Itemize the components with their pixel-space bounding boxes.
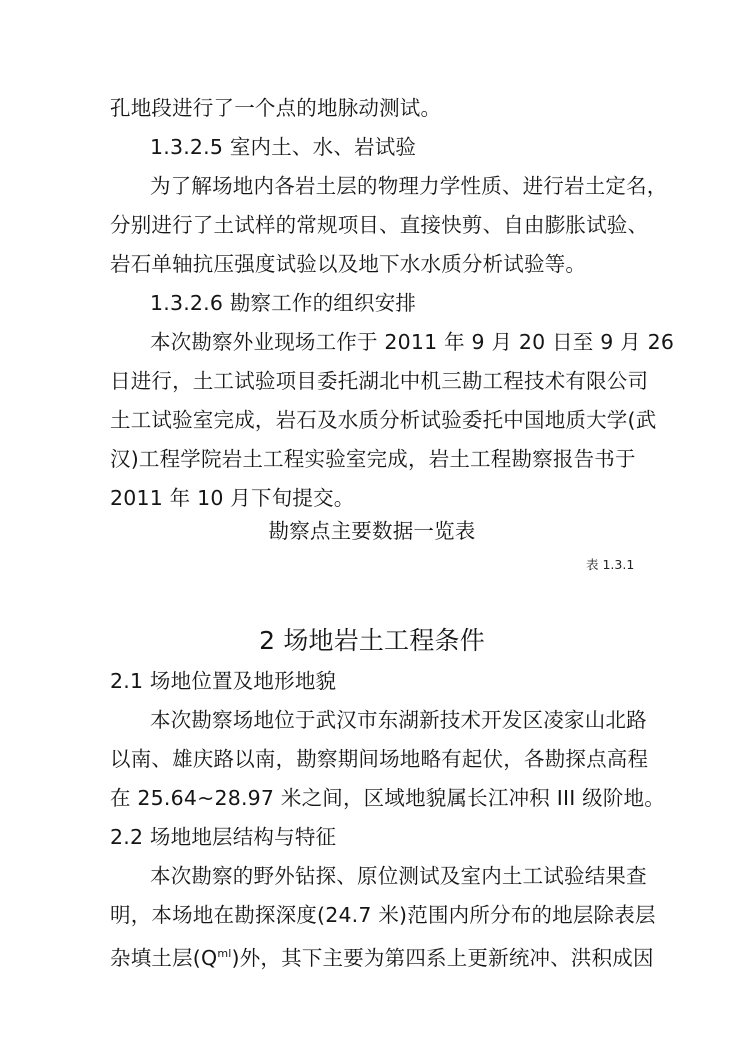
paragraph-line: 岩石单轴抗压强度试验以及地下水水质分析试验等。 xyxy=(110,252,587,276)
paragraph-line: 汉)工程学院岩土工程实验室完成，岩土工程勘察报告书于 xyxy=(110,447,636,471)
section-heading-2-2: 2.2 场地地层结构与特征 xyxy=(110,825,337,849)
paragraph-line: 土工试验室完成，岩石及水质分析试验委托中国地质大学(武 xyxy=(110,408,657,432)
section-heading-2-1: 2.1 场地位置及地形地貌 xyxy=(110,669,337,693)
paragraph-line: 明，本场地在勘探深度(24.7 米)范围内所分布的地层除表层 xyxy=(110,903,656,927)
paragraph-line: 本次勘察外业现场工作于 2011 年 9 月 20 日至 9 月 26 xyxy=(150,330,675,354)
paragraph-line: 为了解场地内各岩土层的物理力学性质、进行岩土定名， xyxy=(150,174,668,198)
chapter-title: 2 场地岩土工程条件 xyxy=(259,626,485,655)
paragraph-line: 孔地段进行了一个点的地脉动测试。 xyxy=(110,96,442,120)
text-segment: 杂填土层(Q xyxy=(110,946,218,970)
paragraph-line: 以南、雄庆路以南，勘察期间场地略有起伏，各勘探点高程 xyxy=(110,747,649,771)
paragraph-line-with-superscript xyxy=(110,941,654,971)
table-caption: 勘察点主要数据一览表 xyxy=(268,519,476,543)
superscript-ml: ml xyxy=(217,947,232,960)
paragraph-line: 本次勘察场地位于武汉市东湖新技术开发区凌家山北路 xyxy=(150,708,647,732)
paragraph-line: 日进行，土工试验项目委托湖北中机三勘工程技术有限公司 xyxy=(110,369,649,393)
table-number: 表 1.3.1 xyxy=(586,557,635,572)
heading-1-3-2-5: 1.3.2.5 室内土、水、岩试验 xyxy=(150,135,417,159)
text-segment: )外，其下主要为第四系上更新统冲、洪积成因 xyxy=(231,946,654,970)
heading-1-3-2-6: 1.3.2.6 勘察工作的组织安排 xyxy=(150,291,417,315)
paragraph-line: 本次勘察的野外钻探、原位测试及室内土工试验结果查 xyxy=(150,864,647,888)
paragraph-line: 在 25.64~28.97 米之间，区域地貌属长江冲积 III 级阶地。 xyxy=(110,786,665,810)
paragraph-line: 2011 年 10 月下旬提交。 xyxy=(110,486,355,510)
paragraph-line: 分别进行了土试样的常规项目、直接快剪、自由膨胀试验、 xyxy=(110,213,649,237)
